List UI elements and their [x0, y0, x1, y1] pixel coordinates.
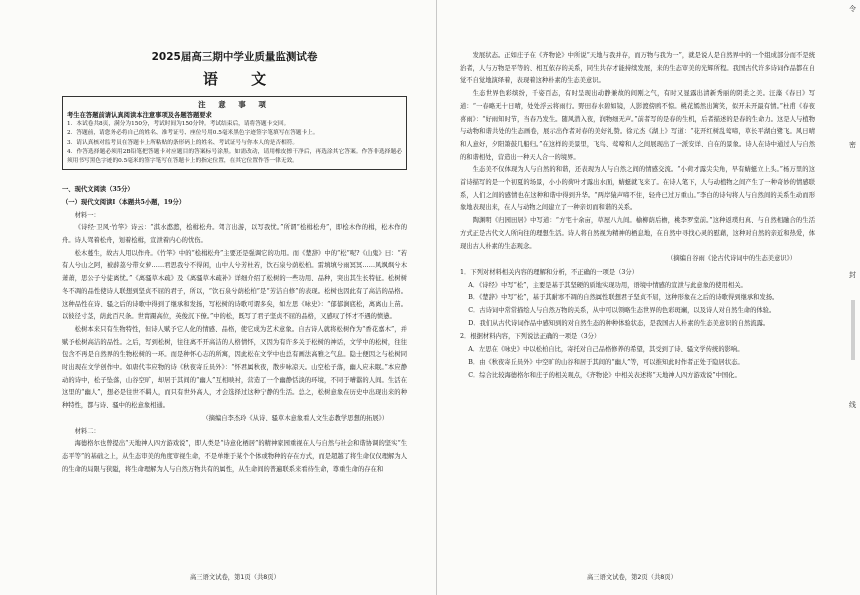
paragraph: 陶渊明《归园田居》中写道：“方宅十余亩，草屋八九间。榆柳荫后檐，桃李罗堂前。”这种返璞归真、与自然相融合的生活方式正是古代文人所向往的理想生活。诗人将自然视为精神的栖息地，在自然中寻找心灵的慰藉，这种对自然的亲近和热爱，体现出古人朴素的生态观念。 [460, 217, 815, 250]
source-citation: （摘编自谷雨《论古代诗词中的生态美意识》） [667, 255, 797, 263]
notice-item: 3．请认真核对监考员在答题卡上所粘贴的条形码上的姓名、考试证号与你本人的是否相符。 [67, 139, 299, 146]
question-option: A．《诗经》中写“松”，主要是基于其坚硬的质地实现功用，语境中情感的宣泄与此意象的使用相关。 [468, 281, 747, 289]
edge-mark: 密 [849, 141, 856, 149]
edge-mark: 令 [849, 5, 856, 13]
source-citation: （摘编自李杰玲《从诗、骚草木意象看人文生态教学思想的拓展》） [202, 414, 389, 422]
page-2-column [460, 50, 815, 382]
subject-title: 语 文 [202, 70, 281, 88]
page-2 [437, 0, 860, 595]
subsection-title: （一）现代文阅读Ⅰ（本题共5小题，19分） [62, 198, 186, 206]
question-option: B．由《秋夜寄丘员外》中空旷的山谷和居于其间的“幽人”等，可以推知此时作者正处于隐居状态。 [468, 358, 744, 366]
paragraph: 生态世界色彩缤纷，千姿百态，有时呈现出动静兼故的间刚之气，有时又显露出清新秀丽的阴柔之美。汪藻《春日》写道：“一春略无十日晴，处处浮云将雨行。野田春水碧如镜，人影渡傍鸥不惊。桃花嫣然出篱笑，似开未开最有情。”杜甫《春夜喜雨》：“好雨知时节，当春乃发生。随风潜入夜，润物细无声。”前者写的是春的生机，后者描述的是春的生命力。这是人与植物与动物和谐共处的生态画卷，展示出作者对春的美好礼赞。徐元杰《湖上》写道：“花开红树乱莺啼，草长平湖白鹭飞。风日晴和人意好，夕阳箫鼓几船归。”在这样的美景里，飞鸟、莺啼和人之间展现出了一派安详、自在的景象。诗人在诗中通过人与自然的和谐相处，营造出一种天人合一的境界。 [460, 90, 815, 161]
page-footer: 高三语文试卷，第1页（共8页） [190, 574, 280, 581]
paragraph: 生态美不仅体现为人与自然的和谐，还表现为人与自然之间的情感交流。“小荷才露尖尖角，早有蜻蜓立上头。”杨万里的这首诗描写的是一个初夏的场景，小小的荷叶才露出水面，蜻蜓就飞来了。在诗人笔下，人与动植物之间产生了一种奇妙的情感联系，人们之间的感情也在这种和谐中得到升华。“两岸猿声啼不住，轻舟已过万重山。”李白的诗句将人与自然间的关系生动而形象地表现出来，在人与动物之间建立了一种亲切而和谐的关系。 [460, 166, 815, 212]
paragraph: 发展状态。正如庄子在《齐物论》中所说“天地与我并存，而万物与我为一”，就是说人是自然界中的一个组成部分而不是统治者，人与万物是平等的、相互依存的关系，同生共存才能持续发展，来的生态审美的光辉所程。我国古代许多诗词作品都在自觉不自觉地演绎着，表现着这种朴素的生态美意识。 [460, 52, 815, 85]
notice-item: 1．本试卷共8页，满分为150分，考试时间为150分钟。考试结束后，请将答题卡交回。 [67, 121, 290, 128]
question-stem: 2．根据材料内容，下列说法正确的一项是（3分） [460, 333, 601, 341]
page-footer: 高三语文试卷，第2页（共8页） [587, 574, 677, 581]
material-label: 材料二： [74, 427, 100, 435]
notice-box [62, 96, 407, 170]
question-option: A．左思在《咏史》中以松柏自比，寄托对自己品格修养的希望，其受到了诗、骚文学传统的影响。 [468, 346, 744, 354]
paragraph: 《诗经·卫风·竹竿》诗云：“淇水滺滺，桧楫松舟。驾言出游，以写我忧。”所谓“桧楫松舟”，即桧木作的楫，松木作的舟。诗人驾着松舟，划着桧楫，宣泄着内心的忧伤。 [62, 224, 407, 245]
question-option: B．《楚辞》中写“松”，基于其耐寒不凋的自然属性联想君子坚贞不屈，这种形象在之后的诗歌得到继承和发扬。 [468, 294, 779, 302]
paragraph: 松树本来只有生物特性，但诗人赋予它人化的情感、品格，使它成为艺术意象。自古诗人就将松树作为“香花嘉木”，并赋予松树高洁的品性。之后，写到松树，往往离不开高洁的人格情怀，又因为有许多关于松树的神话，文学中的松树，往往包含不再是自然界的生物松树的一环。而是种怀心志的所寓，因此松在文学中也总有画法高雅之气息。隐士便因之与松树同时出现在文学创作中。如唐代韦应物的诗《秋夜寄丘员外》：“怀君属秋夜，散步咏凉天。山空松子落，幽人应未眠。”本应静动的诗中，松子坠落，山谷空旷，却居于其间的“幽人”互相映衬，营造了一个幽静恬淡的环境，不同于嘈嚣的人间。生活在这里的“幽人”，想必是往世不羁人，而只有世外高人，才会选择过这种宁静的生活。总之，松树意象在历史中出现出来的种种特性，都与诗、骚中的松意象相通。 [62, 325, 407, 410]
edge-mark: 线 [849, 401, 856, 409]
section-title: 一、现代文阅读（35分） [62, 186, 134, 194]
exam-title: 2025届高三期中学业质量监测试卷 [151, 51, 318, 63]
question-option: C．古诗词中常常描绘人与自然万物的关系，从中可以领略生态世界的色彩斑斓，以及诗人对自然生命的体验。 [468, 307, 776, 315]
paragraph: 松木蔓生，故古人用以作舟。《竹竿》中的“桧楫松舟”主要还是强调它的功用。而《楚辞》中的“松”呢?《山鬼》曰：“若有人兮山之阿，被薜荔兮带女萝……君思我兮不得闲，山中人兮芳杜若，饮石泉兮荫松柏。雷填填兮雨冥冥……风飒飒兮木萧萧，思公子兮徒离忧。”《离骚草木疏》及《离骚草木疏补》详细介绍了松树的一些功用、品种，突出其生长特征。松树树冬不凋的品性使诗人联想到坚贞不屈的君子，所以，“饮石泉兮荫松柏”是“芳洁自修”的表现。松树也因此有了高洁的品格。这种品性在诗、骚之后的诗歌中得到了继承和发扬，写松树的诗歌可谓多矣，如左思《咏史》：“郁郁涧底松，离离山上苗。以彼径寸茎，荫此百尺条。世胄蹑高位，英俊沉下僚。”中的松，既写了君子坚贞不屈的品格，又感叹了怀才不遇的愤懑。 [62, 249, 407, 321]
question-option: C．综合比较海德格尔和庄子的相关观点，《齐物论》中相关表述将“天地神人四方游戏说”中国化。 [468, 371, 741, 379]
notice-heading: 注 意 事 项 [198, 100, 271, 109]
binding-strip [851, 300, 855, 360]
notice-subheading: 考生在答题前请认真阅读本注意事项及各题答题要求 [67, 112, 212, 119]
paragraph: 海德格尔也曾提出“天地神人四方游戏说”，即人类是“诗意化栖居”的精神家园重视在人与自然与社会和谐协调的坚实“生态平等”的基础之上，从生态审美的角度审视生命，不是单维于某个个体或物种的存在方式，而是超越了将生命仅仅理解为人的生命的局限与狭隘，将生命理解为人与自然万物共有的属性，从生命间的普遍联系来看待生命，尊重生命的存在和 [62, 440, 407, 473]
question-option: D．我们从古代诗词作品中感知到的对自然生态的种种体验状态，是我国古人朴素的生态美意识的自然流露。 [468, 319, 770, 327]
notice-item: 2．答题前，请您务必将自己的姓名、准考证号、座位号用0.5毫米黑色字迹签字笔填写在答题卡上。 [67, 130, 319, 137]
question-stem: 1．下列对材料相关内容的理解和分析，不正确的一项是（3分） [460, 268, 639, 276]
material-label: 材料一： [74, 211, 100, 219]
page-1-column [62, 40, 407, 476]
edge-mark: 封 [849, 271, 856, 279]
notice-item: 4．作答选择题必须用2B铅笔把答题卡对应题目的答案标号涂黑。如需改动，请用橡皮擦干净后，再选涂其它答案。作答非选择题必须用书写黑色字迹的0.5毫米的签字笔写在答题卡上的指定位置，在其它位置作答一律无效。 [67, 148, 402, 165]
